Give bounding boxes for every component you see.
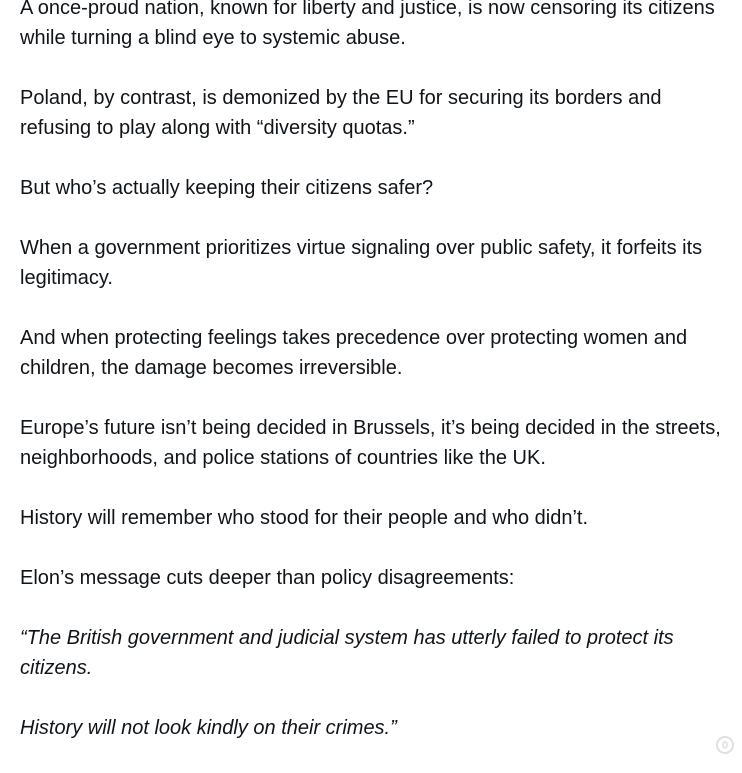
post-paragraph: And when protecting feelings takes precedence over protecting women and children, the damage becomes irreversible. xyxy=(20,327,688,379)
post-paragraph: History will remember who stood for their people and who didn’t. xyxy=(20,507,589,529)
quote-paragraph: History will not look kindly on their crimes.” xyxy=(20,717,397,739)
post-paragraph: Europe’s future isn’t being decided in Brussels, it’s being decided in the streets, neighborhoods, and police stations of countries like the UK. xyxy=(20,417,721,469)
post-body xyxy=(20,0,732,773)
watermark xyxy=(716,734,734,756)
post-paragraph: Elon’s message cuts deeper than policy disagreements: xyxy=(20,567,515,589)
quote-paragraph: “The British government and judicial system has utterly failed to protect its citizens. xyxy=(20,627,674,679)
post-paragraph: A once-proud nation, known for liberty and justice, is now censoring its citizens while turning a blind eye to systemic abuse. xyxy=(20,0,715,49)
post-paragraph: But who’s actually keeping their citizens safer? xyxy=(20,177,434,199)
post-paragraph: When a government prioritizes virtue signaling over public safety, it forfeits its legitimacy. xyxy=(20,237,703,289)
post-paragraph: Poland, by contrast, is demonized by the EU for securing its borders and refusing to play along with “diversity quotas.” xyxy=(20,87,662,139)
watermark-logo-icon xyxy=(716,736,734,754)
